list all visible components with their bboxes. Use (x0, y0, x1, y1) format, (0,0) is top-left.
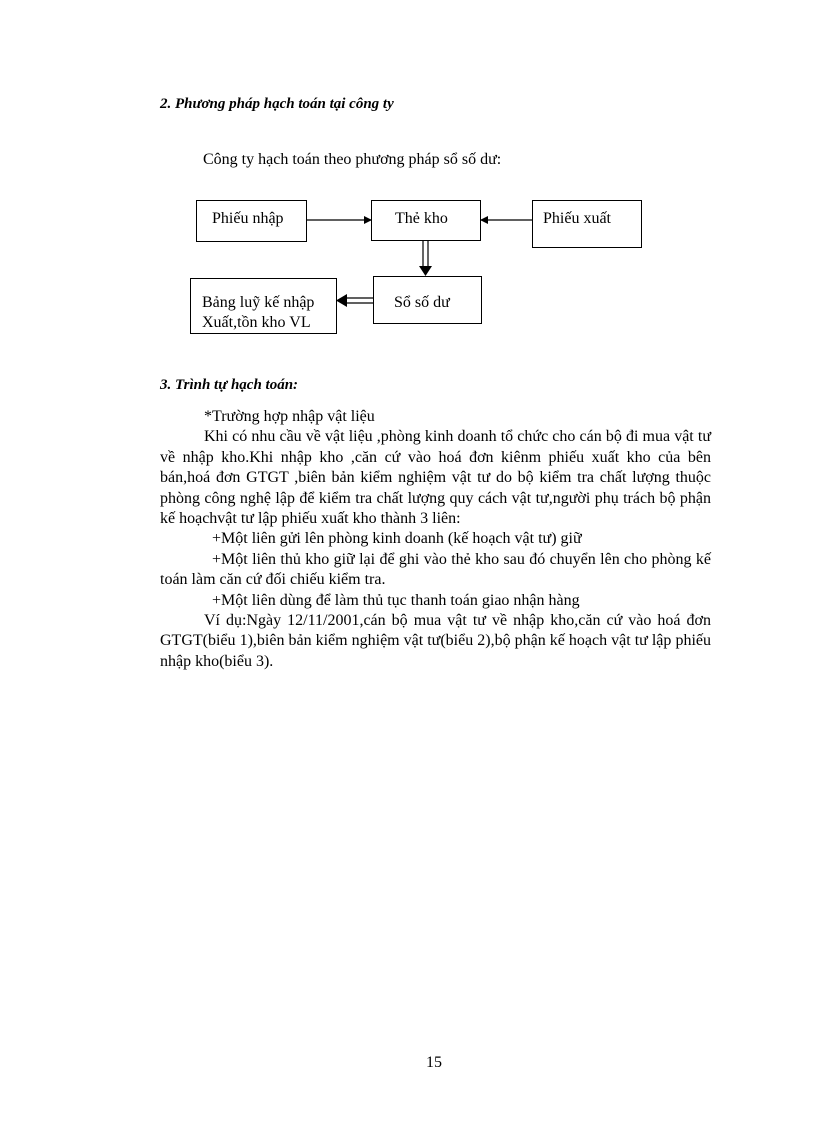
box-bang-luy-ke-line2: Xuất,tồn kho VL (202, 314, 311, 331)
section-3-heading: 3. Trình tự hạch toán: (160, 377, 299, 393)
box-phieu-xuat-label: Phiếu xuất (543, 210, 611, 227)
section-2-heading: 2. Phương pháp hạch toán tại công ty (160, 96, 394, 112)
paragraph-1: Khi có nhu cầu về vật liệu ,phòng kinh doanh tổ chức cho cán bộ đi mua vật tư về nhập kho.Khi nhập kho ,căn cứ vào hoá đơn kiênm phiếu xuất kho của bên bán,hoá đơn GTGT ,biên bản kiểm nghiệm vật tư do bộ kiểm tra chất lượng thuộc phòng công nghệ lập để kiểm tra chất lượng quy cách vật tư,người phụ trách bộ phận kế hoạchvật tư lập phiếu xuất kho thành 3 liên: (160, 428, 711, 528)
box-bang-luy-ke (190, 278, 337, 334)
list-item-2: +Một liên thủ kho giữ lại để ghi vào thẻ kho sau đó chuyển lên cho phòng kế toán làm căn cứ đối chiếu kiểm tra. (160, 550, 711, 589)
list-item-1: +Một liên gửi lên phòng kinh doanh (kế hoạch vật tư) giữ (212, 530, 582, 548)
box-so-so-du-label: Sổ số dư (394, 294, 450, 311)
list-item-3: +Một liên dùng để làm thủ tục thanh toán giao nhận hàng (212, 591, 580, 609)
section-2-intro: Công ty hạch toán theo phương pháp sổ số dư: (203, 151, 502, 168)
box-phieu-xuat (532, 200, 642, 248)
double-arrow-so-so-du-to-bang-luy-ke (336, 294, 373, 307)
box-the-kho (371, 200, 481, 241)
example-paragraph: Ví dụ:Ngày 12/11/2001,cán bộ mua vật tư về nhập kho,căn cứ vào hoá đơn GTGT(biểu 1),biên bản kiểm nghiệm vật tư(biểu 2),bộ phận kế hoạch vật tư lập phiếu nhập kho(biểu 3). (160, 612, 711, 670)
flow-diagram (0, 0, 816, 400)
box-so-so-du (373, 276, 482, 324)
section-3-body (160, 407, 711, 672)
double-arrow-the-kho-to-so-so-du (419, 240, 432, 276)
page-number: 15 (426, 1054, 442, 1071)
case-title: *Trường hợp nhập vật liệu (204, 408, 375, 425)
box-phieu-nhap-label: Phiếu nhập (212, 210, 284, 227)
box-phieu-nhap (196, 200, 307, 242)
box-bang-luy-ke-line1: Bảng luỹ kế nhập (202, 294, 315, 311)
box-the-kho-label: Thẻ kho (395, 210, 448, 227)
